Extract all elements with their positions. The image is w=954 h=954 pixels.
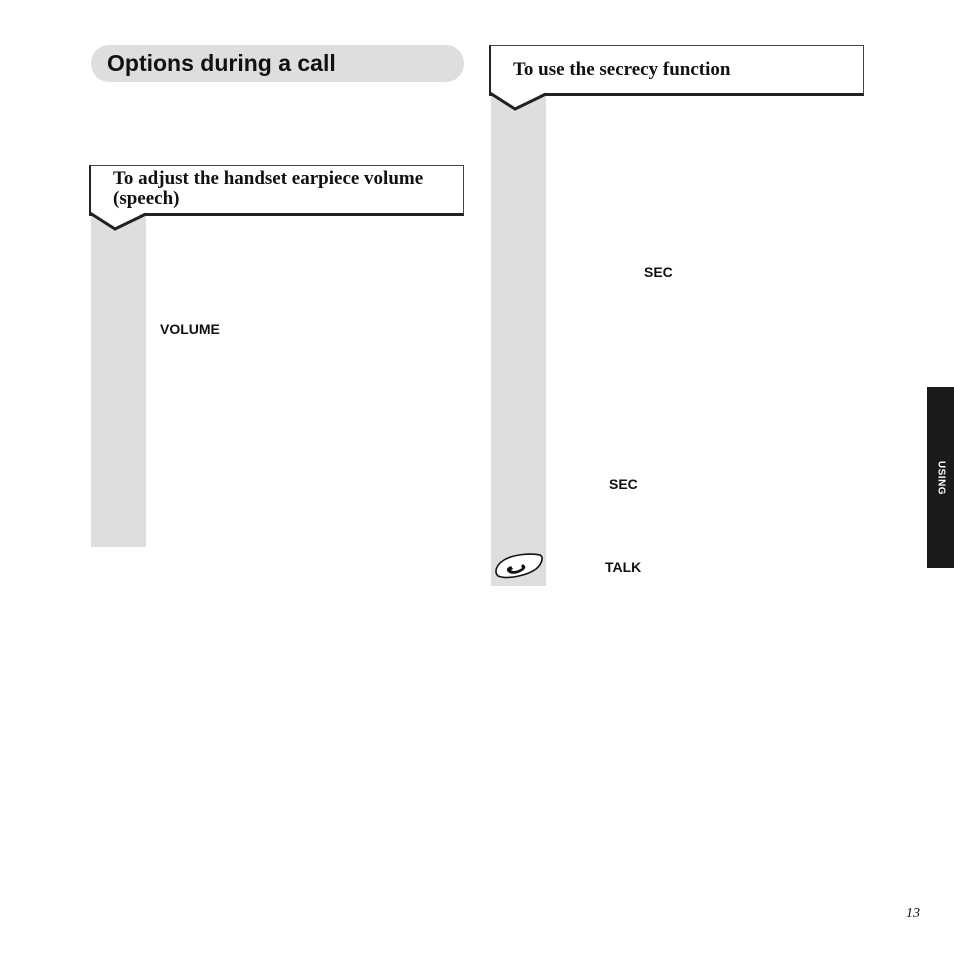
volume-key-label: VOLUME: [160, 321, 220, 337]
phone-handset-icon: [492, 552, 545, 580]
left-panel-heading-box: [89, 165, 464, 216]
side-tab: [927, 387, 954, 568]
side-tab-label: USING: [935, 460, 946, 495]
right-panel-heading-box: [489, 45, 864, 96]
sec-key-label-1: SEC: [644, 264, 673, 280]
right-step-column: [491, 96, 546, 586]
right-callout-notch: [489, 92, 549, 114]
left-callout-notch: [89, 212, 149, 234]
left-step-column: [91, 216, 146, 547]
section-title: Options during a call: [91, 45, 464, 82]
left-panel-heading: To adjust the handset earpiece volume (speech): [113, 168, 424, 209]
right-panel-heading: To use the secrecy function: [513, 59, 731, 80]
page-number: 13: [906, 906, 920, 921]
talk-key-label: TALK: [605, 559, 642, 575]
sec-key-label-2: SEC: [609, 476, 638, 492]
